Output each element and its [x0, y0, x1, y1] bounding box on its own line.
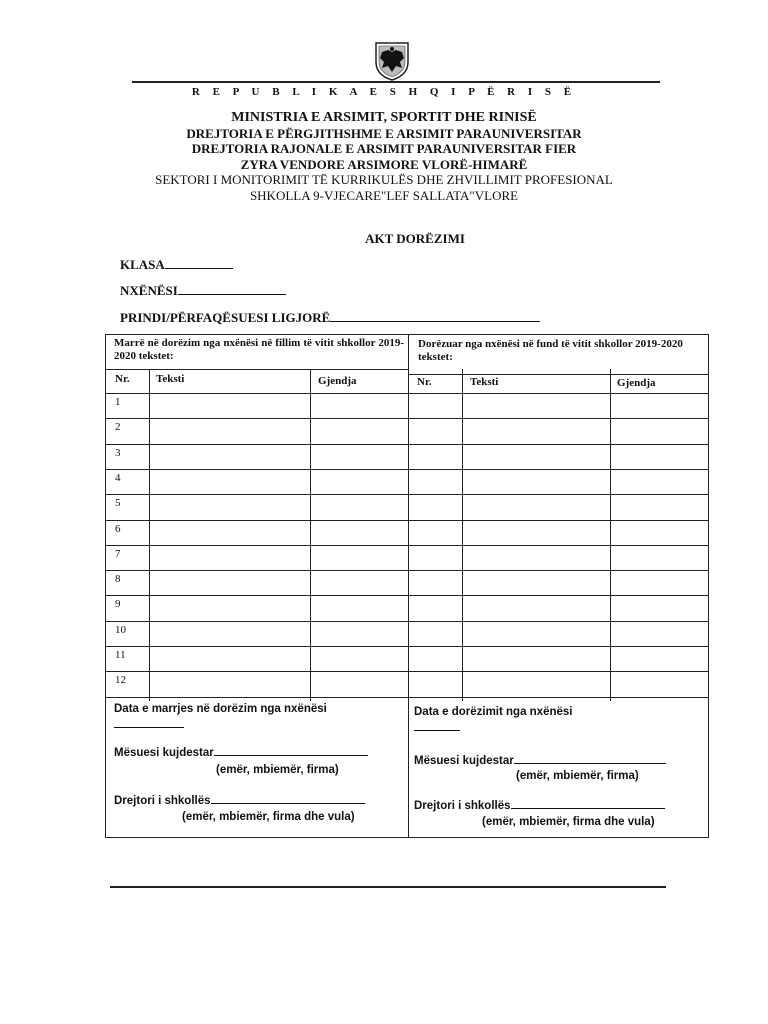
class-blank-line[interactable] — [165, 256, 233, 269]
document-title: AKT DORËZIMI — [365, 231, 465, 246]
right-heading-separator — [408, 374, 708, 375]
table-row-number: 9 — [115, 598, 121, 611]
table-row-line — [106, 595, 708, 596]
left-received-date-field[interactable] — [114, 717, 184, 731]
table-row-line — [106, 570, 708, 571]
left-table-heading: Marrë në dorëzim nga nxënësi në fillim të vitit shkollor 2019-2020 tekstet: — [114, 337, 404, 362]
table-row-line — [106, 494, 708, 495]
table-row-line — [106, 697, 708, 698]
right-director-blank-line[interactable] — [511, 798, 665, 809]
left-homeroom-teacher-hint: (emër, mbiemër, firma) — [216, 764, 339, 776]
right-delivered-date-label: Data e dorëzimit nga nxënësi — [414, 706, 573, 718]
right-homeroom-teacher-hint: (emër, mbiemër, firma) — [516, 770, 639, 782]
parent-field[interactable] — [120, 309, 540, 326]
right-col-nr-header: Nr. — [417, 376, 432, 388]
right-director-hint: (emër, mbiemër, firma dhe vula) — [482, 816, 655, 828]
right-col-state-header: Gjendja — [617, 377, 656, 389]
parent-blank-line[interactable] — [330, 309, 540, 322]
left-col-text-header: Teksti — [156, 373, 185, 385]
right-delivered-date-blank-line[interactable] — [414, 720, 460, 731]
table-row-number: 3 — [115, 446, 121, 459]
right-col-text-header: Teksti — [470, 376, 499, 388]
left-homeroom-teacher-blank-line[interactable] — [214, 745, 368, 756]
right-homeroom-teacher-blank-line[interactable] — [514, 753, 666, 764]
left-homeroom-teacher-label: Mësuesi kujdestar — [114, 747, 214, 759]
class-label: KLASA — [120, 257, 165, 272]
header-top-rule — [132, 81, 660, 83]
table-row-line — [106, 621, 708, 622]
school-name: SHKOLLA 9-VJECARE"LEF SALLATA"VLORE — [249, 187, 519, 203]
local-office-name: ZYRA VENDORE ARSIMORE VLORË-HIMARË — [240, 156, 528, 172]
textbook-handover-table — [105, 334, 709, 838]
footer-bottom-rule — [110, 886, 666, 888]
student-label: NXËNËSI — [120, 283, 178, 298]
table-row-number: 2 — [115, 421, 121, 434]
table-row-number: 6 — [115, 522, 121, 535]
right-table-heading: Dorëzuar nga nxënësi në fund të vitit shkollor 2019-2020 tekstet: — [418, 338, 683, 363]
left-heading-separator — [106, 369, 408, 370]
student-blank-line[interactable] — [178, 282, 286, 295]
table-row-number: 11 — [115, 649, 126, 661]
table-row-line — [106, 671, 708, 672]
left-col-state-header: Gjendja — [318, 375, 357, 387]
table-row-line — [106, 520, 708, 521]
left-received-date-label: Data e marrjes në dorëzim nga nxënësi — [114, 703, 327, 715]
left-homeroom-teacher-field[interactable] — [114, 745, 368, 759]
albanian-coat-of-arms-emblem — [370, 40, 414, 82]
right-homeroom-teacher-label: Mësuesi kujdestar — [414, 755, 514, 767]
directorate-regional-name: DREJTORIA RAJONALE E ARSIMIT PARAUNIVERSITAR FIER — [191, 141, 577, 156]
class-field[interactable] — [120, 256, 233, 273]
table-row-number: 4 — [115, 471, 121, 484]
left-received-date-blank-line[interactable] — [114, 717, 184, 728]
institution-header — [0, 110, 768, 203]
directorate-general-name: DREJTORIA E PËRGJITHSHME E ARSIMIT PARAUNIVERSITAR — [186, 125, 582, 141]
left-director-label: Drejtori i shkollës — [114, 795, 211, 807]
parent-label: PRINDI/PËRFAQËSUESI LIGJORË — [120, 310, 331, 325]
student-field[interactable] — [120, 282, 286, 299]
table-row-line — [106, 469, 708, 470]
table-row-number: 12 — [115, 674, 126, 687]
table-row-number: 8 — [115, 573, 121, 586]
left-director-hint: (emër, mbiemër, firma dhe vula) — [182, 811, 355, 823]
republic-heading: R E P U B L I K A E S H Q I P Ë R I S Ë — [191, 86, 577, 98]
table-row-number: 5 — [115, 497, 121, 510]
ministry-name: MINISTRIA E ARSIMIT, SPORTIT DHE RINISË — [231, 110, 537, 125]
column-header-separator — [106, 393, 708, 394]
right-director-label: Drejtori i shkollës — [414, 800, 511, 812]
table-center-divider — [408, 335, 409, 837]
right-director-field[interactable] — [414, 798, 665, 812]
table-row-line — [106, 418, 708, 419]
table-row-number: 1 — [115, 396, 121, 408]
right-homeroom-teacher-field[interactable] — [414, 753, 666, 767]
table-row-line — [106, 646, 708, 647]
table-row-line — [106, 444, 708, 445]
sector-name: SEKTORI I MONITORIMIT TË KURRIKULËS DHE ZHVILLIMIT PROFESIONAL — [155, 172, 613, 187]
left-director-blank-line[interactable] — [211, 793, 365, 804]
table-row-number: 7 — [115, 547, 121, 560]
table-row-line — [106, 545, 708, 546]
table-row-number: 10 — [115, 623, 126, 636]
right-delivered-date-field[interactable] — [414, 720, 460, 734]
left-col-nr-header: Nr. — [115, 373, 130, 385]
left-director-field[interactable] — [114, 793, 365, 807]
